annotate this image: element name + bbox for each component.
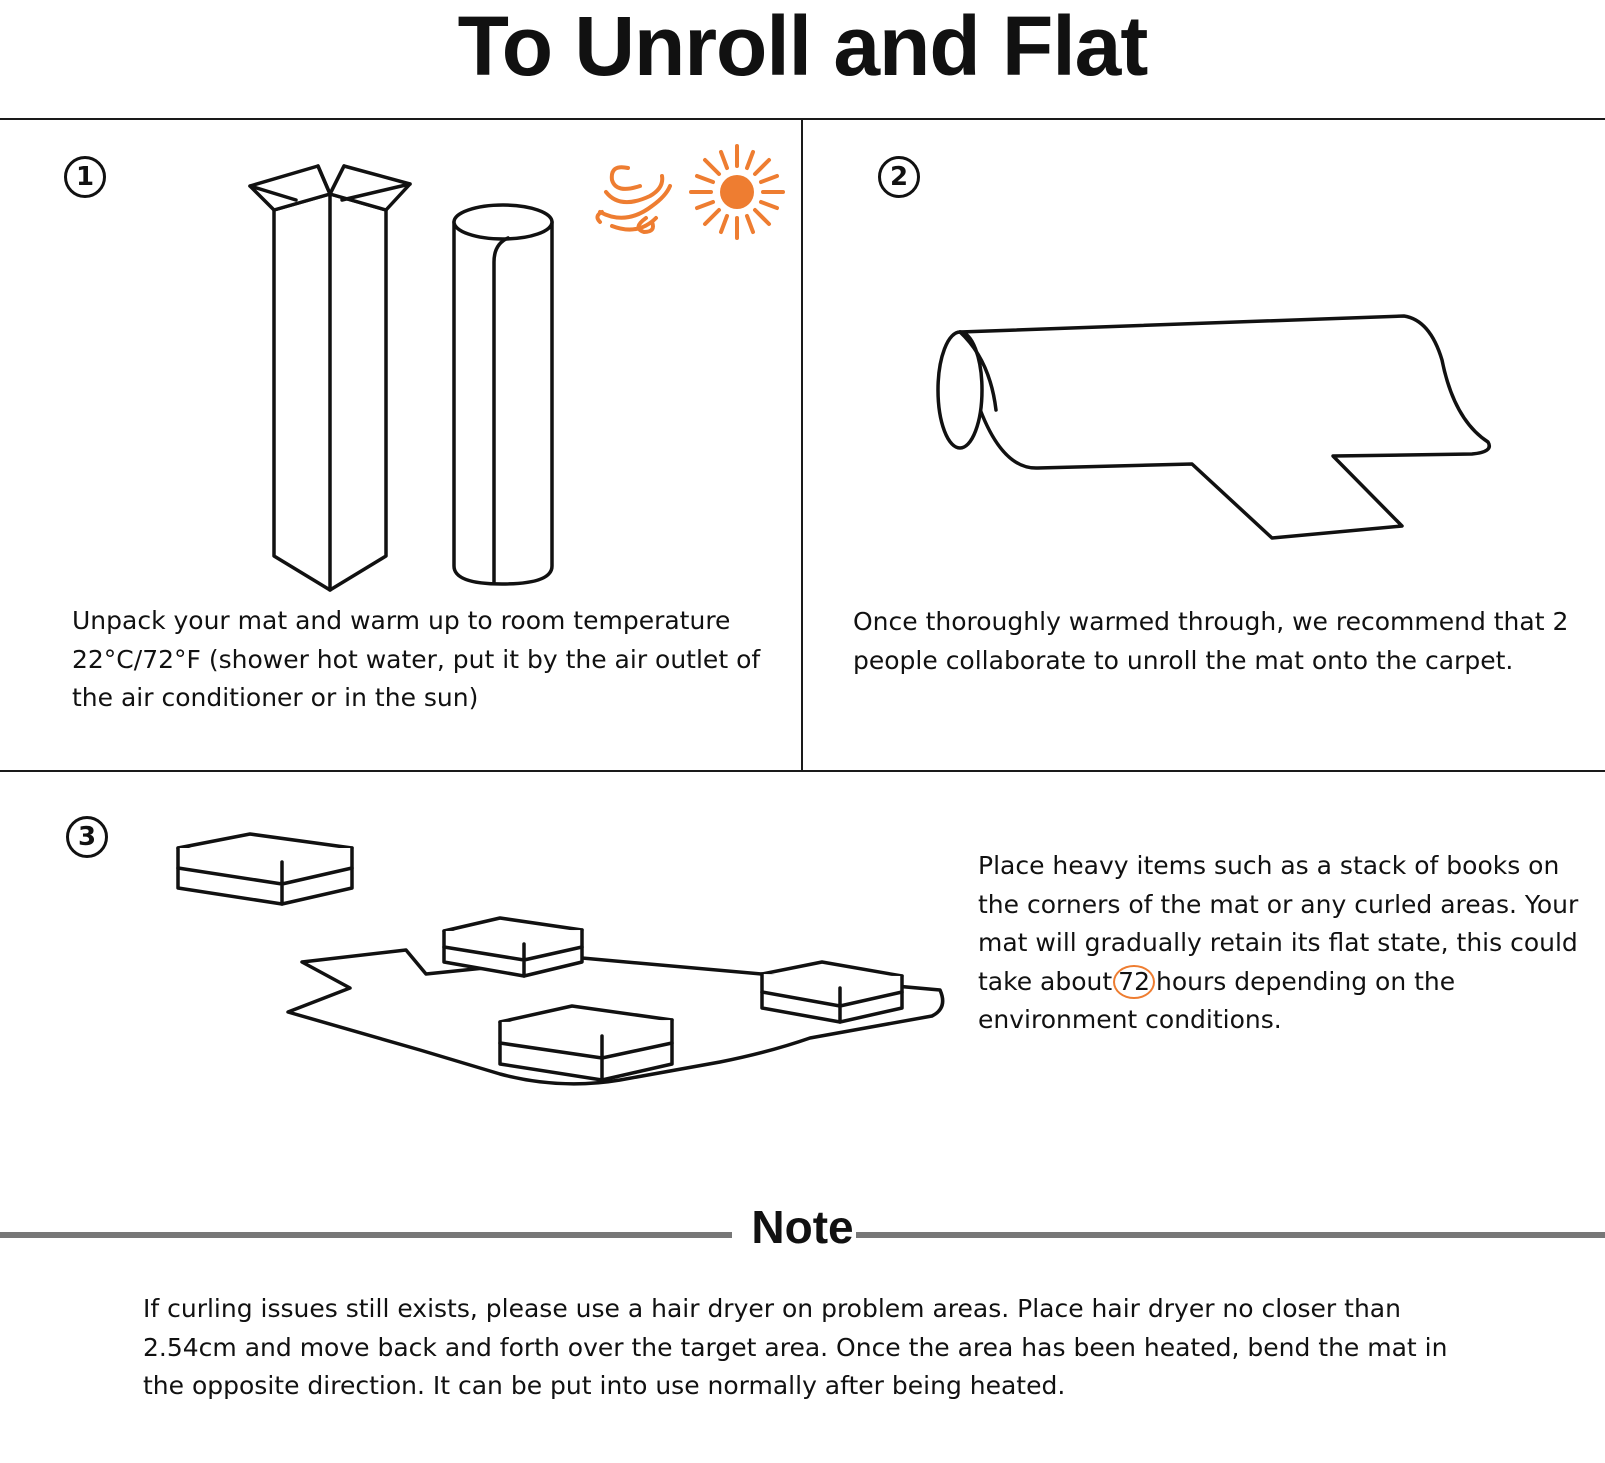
step-3-text-before: Place heavy items such as a stack of books on the corners of the mat or any curled areas. Your mat will gradually retain its flat state, this could take about	[978, 851, 1579, 996]
box-icon	[250, 166, 410, 590]
page-title: To Unroll and Flat	[457, 0, 1148, 93]
step-3-text-after: hours depending on the environment conditions.	[978, 966, 1456, 1034]
heat-waves-icon	[597, 167, 670, 232]
step-1-text: Unpack your mat and warm up to room temperature 22°C/72°F (shower hot water, put it by the air outlet of the air conditioner or in the sun)	[72, 606, 761, 712]
step-3-number: 3	[66, 816, 108, 858]
note-rule-left	[0, 1232, 732, 1238]
highlight-72-circle: 72	[1113, 965, 1155, 999]
sun-icon	[691, 146, 783, 238]
step-2-text: Once thoroughly warmed through, we recommend that 2 people collaborate to unroll the mat onto the carpet.	[853, 607, 1569, 675]
note-rule-right	[856, 1232, 1605, 1238]
rolled-mat-icon	[454, 205, 552, 584]
step-1-number: 1	[64, 156, 106, 198]
unrolling-mat-icon	[938, 316, 1489, 538]
step-2-number: 2	[878, 156, 920, 198]
note-text: If curling issues still exists, please use a hair dryer on problem areas. Place hair dryer no closer than 2.54cm and move back and forth over the target area. Once the area has been heated, bend the mat in the opposite direction. It can be put into use normally after being heated.	[143, 1294, 1448, 1400]
note-title: Note	[751, 1201, 854, 1253]
step-3-text	[978, 847, 1593, 1040]
